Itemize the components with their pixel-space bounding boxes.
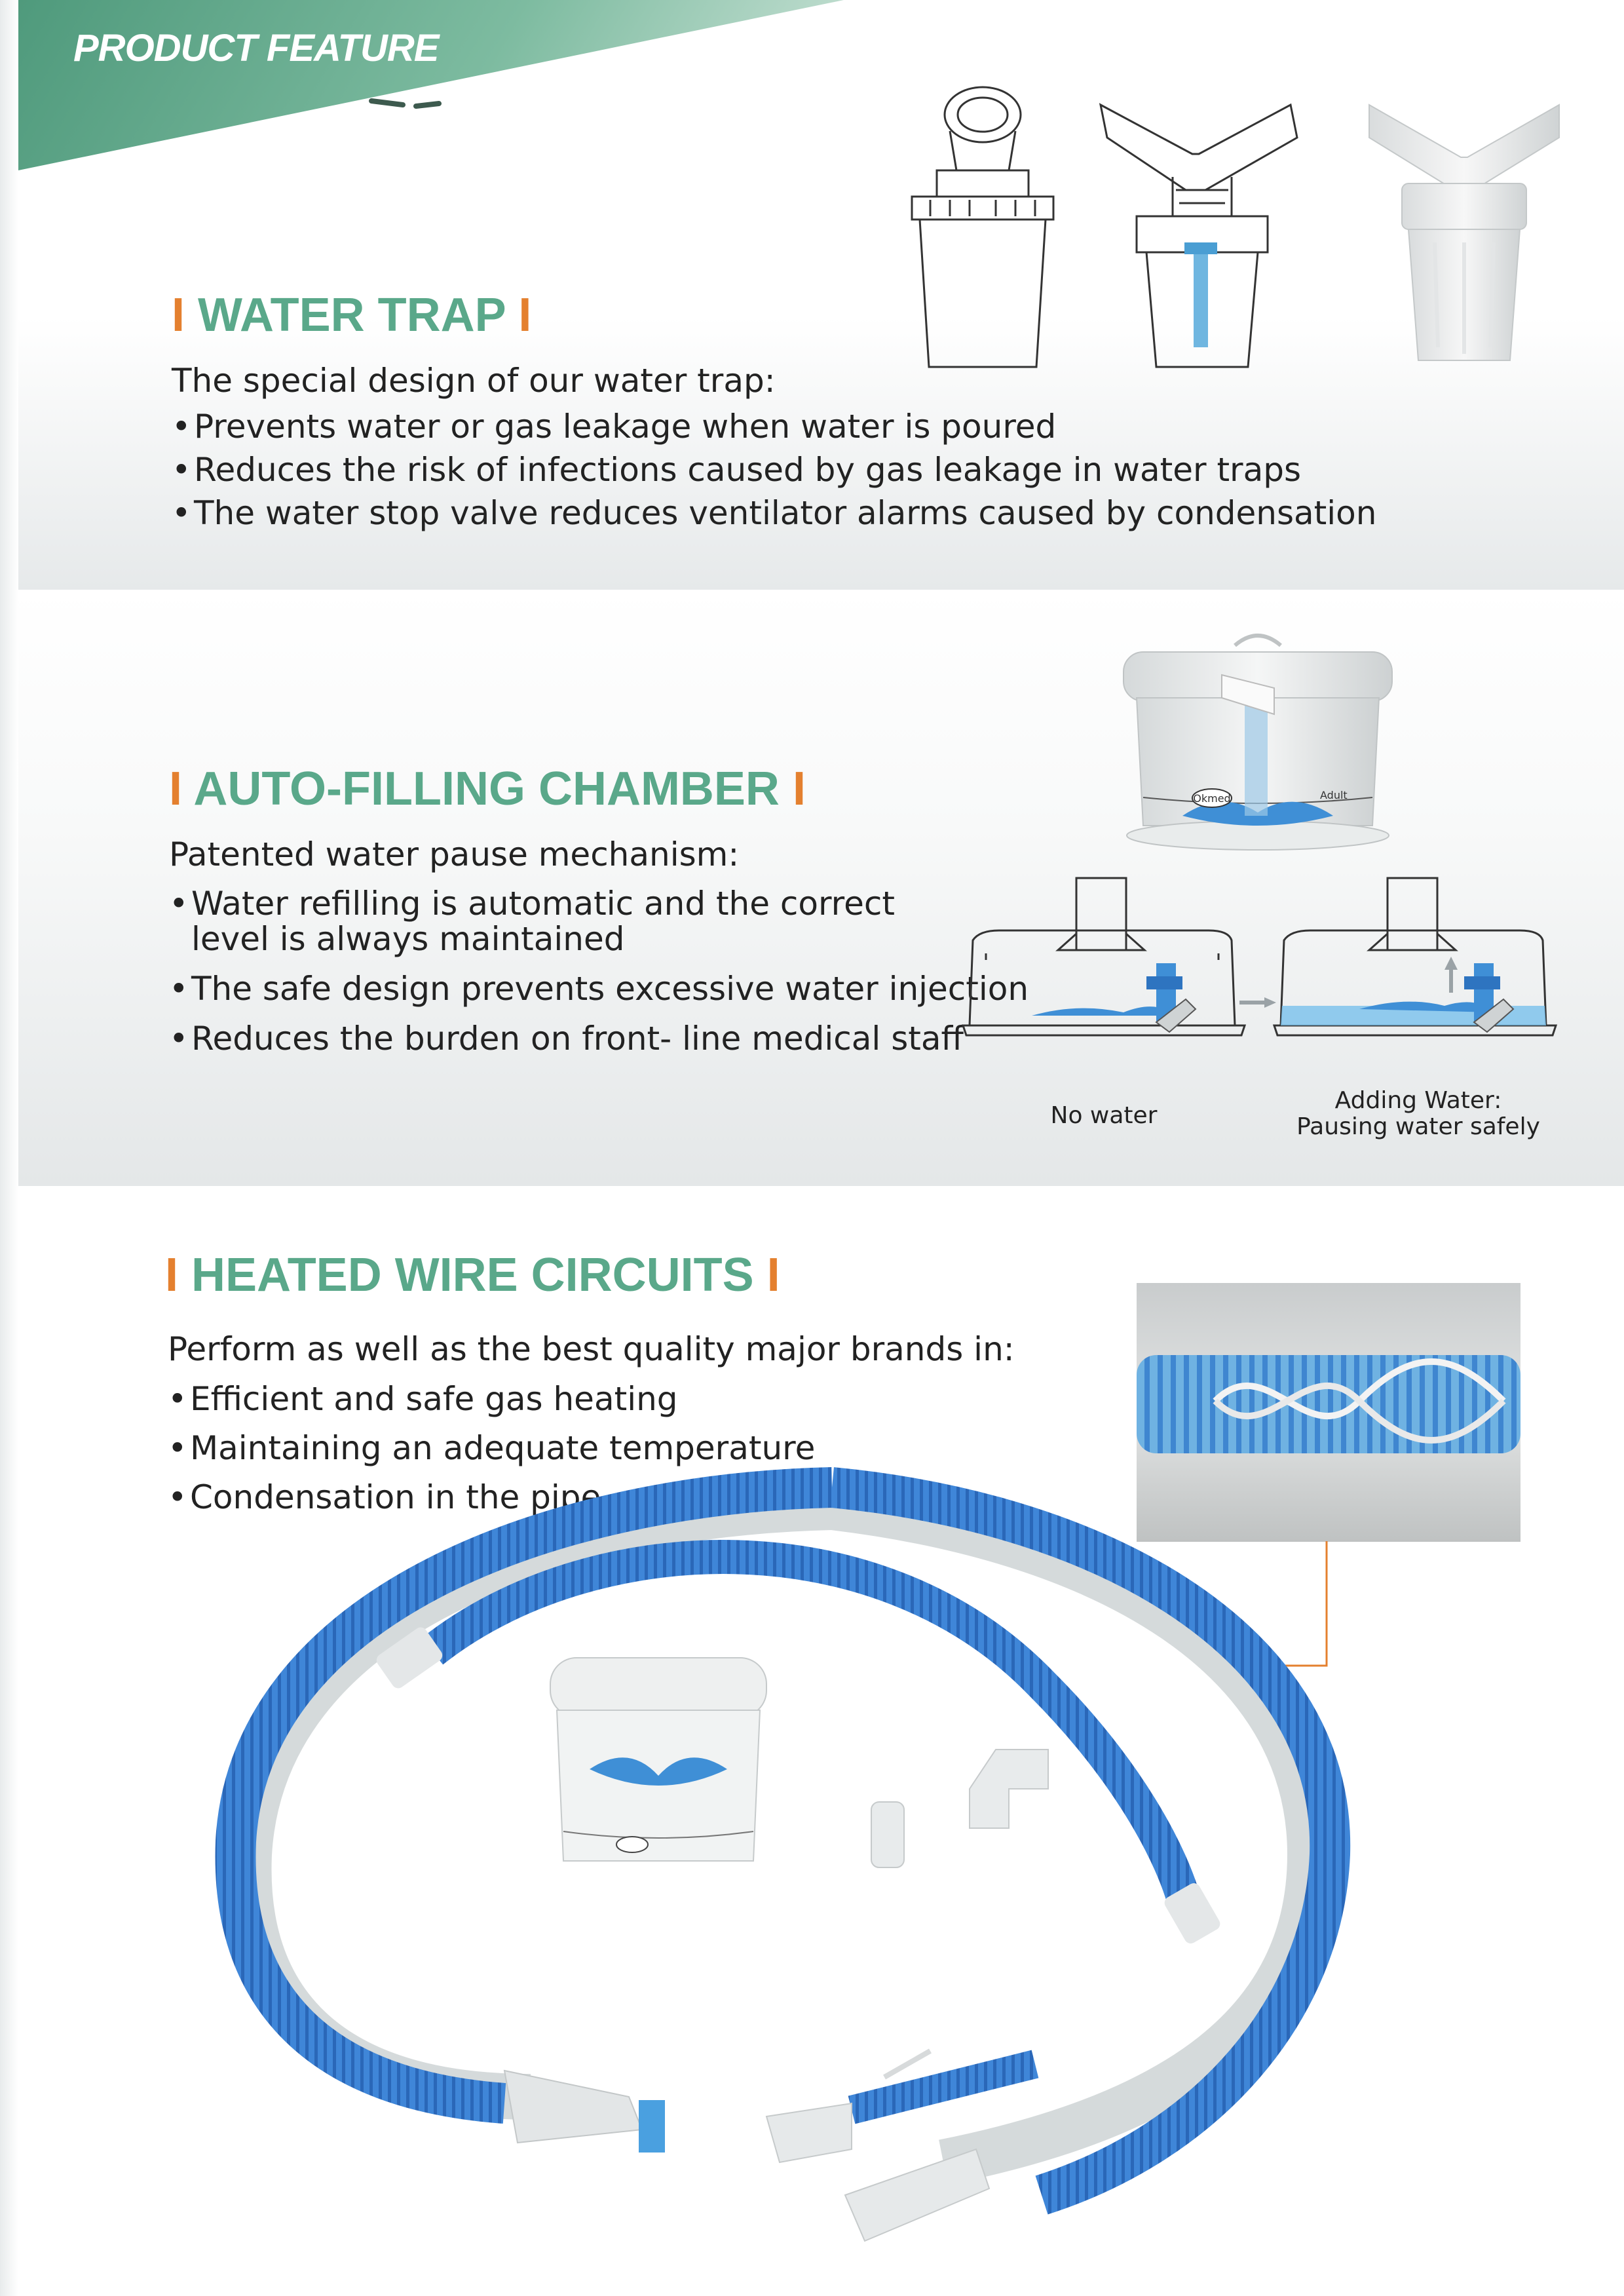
water-trap-cutaway-drawing (1094, 92, 1310, 373)
water-trap-outline-drawing (904, 85, 1061, 373)
list-item: • Maintaining an adequate temperature (168, 1424, 815, 1473)
list-item: • Reduces the risk of infections caused by gas leakage in water traps (172, 448, 1376, 491)
chamber-size-label: Adult (1320, 789, 1348, 801)
no-water-diagram (960, 875, 1248, 1071)
heated-wire-intro: Perform as well as the best quality major brands in: (168, 1330, 1015, 1368)
list-item: • Efficient and safe gas heating (168, 1375, 815, 1424)
heated-wire-title: HEATED WIRE CIRCUITS (191, 1249, 754, 1301)
page-header-title: PRODUCT FEATURE (73, 27, 439, 69)
water-trap-intro: The special design of our water trap: (172, 362, 776, 400)
list-item: • Condensation in the pipe (168, 1473, 815, 1522)
heated-wire-circuit-product-image (223, 1487, 1382, 2280)
adding-water-caption-line2: Pausing water safely (1296, 1113, 1540, 1140)
chamber-brand-logo: Okmed (1193, 792, 1231, 805)
water-trap-bullet-list (172, 405, 1376, 535)
humidifier-chamber-product-image (1117, 626, 1399, 862)
auto-filling-intro: Patented water pause mechanism: (169, 835, 740, 873)
heading-bar-left: I (172, 289, 198, 341)
list-item: • Prevents water or gas leakage when water is poured (172, 405, 1376, 448)
list-item: • The safe design prevents excessive water injection (169, 971, 981, 1006)
heading-bar-right: I (753, 1249, 780, 1301)
header-banner (18, 0, 844, 170)
auto-filling-bullet-list (169, 885, 1029, 1058)
heading-bar-right: I (779, 763, 806, 815)
heading-bar-left: I (169, 763, 194, 815)
water-trap-product-image (1363, 85, 1566, 367)
auto-filling-title: AUTO-FILLING CHAMBER (193, 763, 780, 815)
list-item: • The water stop valve reduces ventilator alarms caused by condensation (172, 491, 1376, 535)
water-trap-title: WATER TRAP (198, 289, 506, 341)
banner-dash-marks (370, 97, 442, 110)
adding-water-caption (1271, 1088, 1566, 1140)
adding-water-caption-line1: Adding Water: (1334, 1087, 1502, 1114)
list-item: • Water refilling is automatic and the correct level is always maintained (169, 886, 981, 957)
page-edge (0, 0, 18, 2296)
list-item: • Reduces the burden on front- line medical staff (169, 1021, 981, 1056)
auto-filling-heading (169, 762, 806, 816)
heading-bar-left: I (165, 1249, 192, 1301)
heading-bar-right: I (505, 289, 532, 341)
no-water-caption: No water (1050, 1102, 1158, 1129)
heated-wire-heading (165, 1248, 780, 1302)
adding-water-diagram (1268, 875, 1562, 1071)
water-trap-heading (172, 288, 531, 342)
